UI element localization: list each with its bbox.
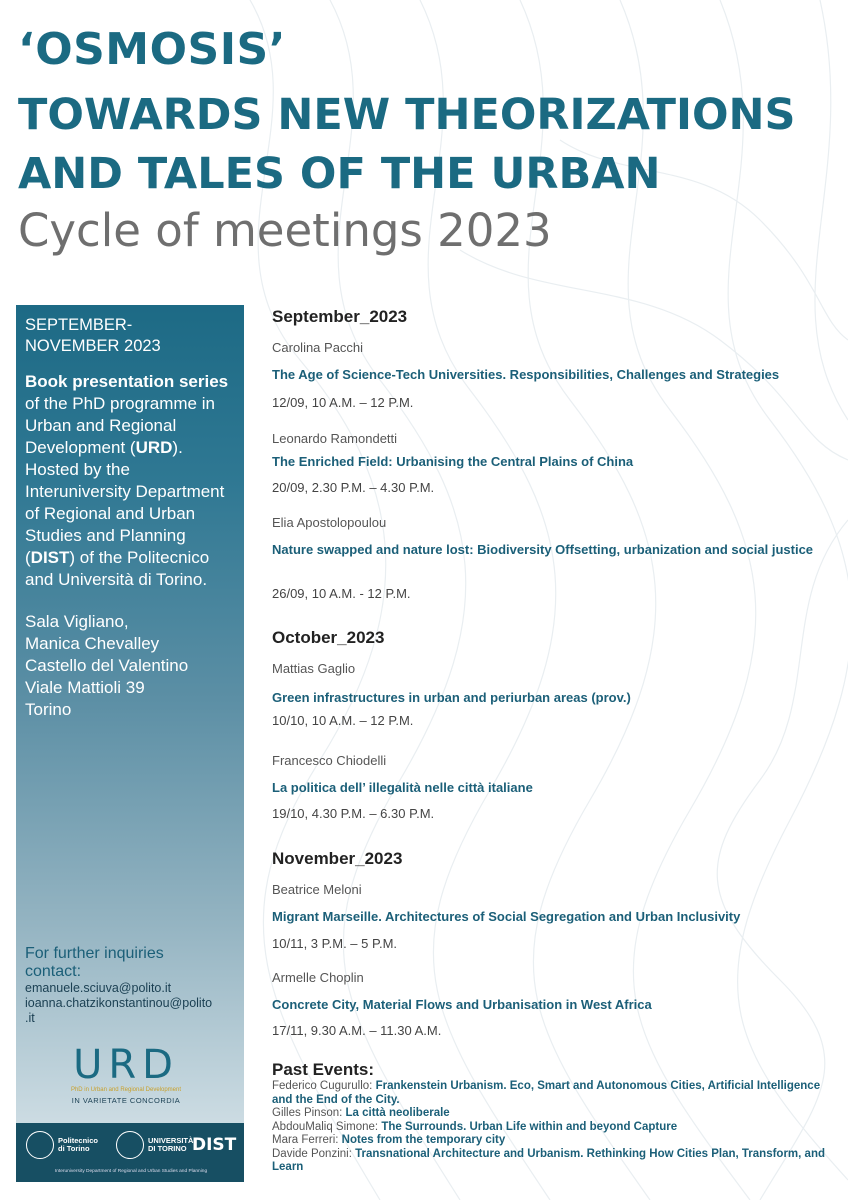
institution-logos [16, 1123, 244, 1182]
title-osmosis: ‘OSMOSIS’ [18, 24, 286, 75]
polito-logo: Politecnico di Torino [58, 1136, 99, 1153]
event-title: Green infrastructures in urban and periurban areas (prov.) [272, 690, 631, 705]
past-event-item: Davide Ponzini: Transnational Architecture and Urbanism. Rethinking How Cities Plan, Transform, and Learn [272, 1147, 825, 1173]
venue-line: Sala Vigliano, [25, 612, 129, 631]
past-events-heading: Past Events: [272, 1060, 375, 1079]
past-event-item: Federico Cugurullo: Frankenstein Urbanism. Eco, Smart and Autonomous Cities, Artificial Intelligence and the End of the City. [272, 1080, 821, 1106]
urd-logo-text: URD [73, 1042, 179, 1088]
contact-email-2[interactable]: ioanna.chatzikonstantinou@polito [25, 996, 213, 1010]
month-heading-november: November_2023 [272, 849, 403, 868]
event-time: 26/09, 10 A.M. - 12 P.M. [272, 586, 411, 601]
event-title: Concrete City, Material Flows and Urbanisation in West Africa [272, 997, 652, 1012]
poster-title-block [18, 24, 838, 257]
subtitle-cycle: Cycle of meetings 2023 [18, 204, 552, 257]
past-event-item: AbdouMaliq Simone: The Surrounds. Urban Life within and beyond Capture [272, 1120, 678, 1133]
urd-logo-subtitle: PhD in Urban and Regional Development [70, 1087, 182, 1093]
series-text-3: ) of the Politecnico and Università di Torino. [25, 548, 210, 589]
polito-seal-icon [26, 1131, 54, 1159]
event-time: 19/10, 4.30 P.M. – 6.30 P.M. [272, 806, 435, 821]
event-time: 17/11, 9.30 A.M. – 11.30 A.M. [272, 1023, 442, 1038]
sidebar-dates [25, 315, 239, 357]
event-time: 20/09, 2.30 P.M. – 4.30 P.M. [272, 480, 435, 495]
event-speaker: Francesco Chiodelli [272, 753, 387, 768]
contact-label-2: contact: [25, 963, 82, 980]
past-event-item: Gilles Pinson: La città neoliberale [272, 1107, 450, 1119]
venue-line: Torino [25, 700, 72, 719]
past-events [272, 1060, 832, 1175]
event-speaker: Mattias Gaglio [272, 661, 356, 676]
contact-email-2-tail[interactable]: .it [25, 1011, 35, 1025]
series-text-1: of the PhD programme in Urban and Regional Development ( [25, 394, 215, 457]
venue-line: Manica Chevalley [25, 634, 160, 653]
event-speaker: Carolina Pacchi [272, 340, 364, 355]
event-title: Migrant Marseille. Architectures of Social Segregation and Urban Inclusivity [272, 909, 741, 924]
series-dist: DIST [30, 548, 70, 567]
unito-logo: UNIVERSITÀ DI TORINO [148, 1136, 194, 1153]
urd-logo [66, 1042, 186, 1105]
month-heading-october: October_2023 [272, 628, 385, 647]
title-line-2: TOWARDS NEW THEORIZATIONS [18, 90, 796, 140]
dates-line-2: NOVEMBER 2023 [25, 337, 161, 355]
event-title: Nature swapped and nature lost: Biodiversity Offsetting, urbanization and social justice [272, 542, 814, 557]
series-text-2: ). Hosted by the Interuniversity Department of Regional and Urban Studies and Planning ( [25, 438, 225, 567]
dist-logo: DIST [192, 1135, 237, 1155]
venue-line: Castello del Valentino [25, 656, 189, 675]
series-urd: URD [135, 438, 173, 457]
series-description [25, 371, 239, 591]
event-title: The Age of Science-Tech Universities. Responsibilities, Challenges and Strategies [272, 367, 780, 382]
contact-email-1[interactable]: emanuele.sciuva@polito.it [25, 981, 172, 995]
event-speaker: Leonardo Ramondetti [272, 431, 398, 446]
contact-label: For further inquiries [25, 945, 164, 962]
series-bold-label: Book presentation series [25, 372, 229, 391]
contact-block [25, 945, 245, 1026]
info-sidebar [16, 305, 244, 1182]
event-speaker: Beatrice Meloni [272, 882, 362, 897]
event-title: The Enriched Field: Urbanising the Central Plains of China [272, 454, 634, 469]
event-title: La politica dell’ illegalità nelle città italiane [272, 780, 533, 795]
logos-caption: Interuniversity Department of Regional and Urban Studies and Planning [54, 1169, 208, 1174]
event-speaker: Armelle Choplin [272, 970, 364, 985]
dates-line-1: SEPTEMBER- [25, 316, 133, 334]
venue-address [25, 611, 239, 721]
event-time: 12/09, 10 A.M. – 12 P.M. [272, 395, 414, 410]
event-time: 10/10, 10 A.M. – 12 P.M. [272, 713, 414, 728]
venue-line: Viale Mattioli 39 [25, 678, 145, 697]
past-event-item: Mara Ferreri: Notes from the temporary city [272, 1134, 506, 1146]
unito-seal-icon [116, 1131, 144, 1159]
event-time: 10/11, 3 P.M. – 5 P.M. [272, 936, 398, 951]
urd-motto: IN VARIETATE CONCORDIA [71, 1096, 181, 1105]
month-heading-september: September_2023 [272, 307, 408, 326]
title-line-3: AND TALES OF THE URBAN [18, 149, 661, 199]
event-speaker: Elia Apostolopoulou [272, 515, 387, 530]
